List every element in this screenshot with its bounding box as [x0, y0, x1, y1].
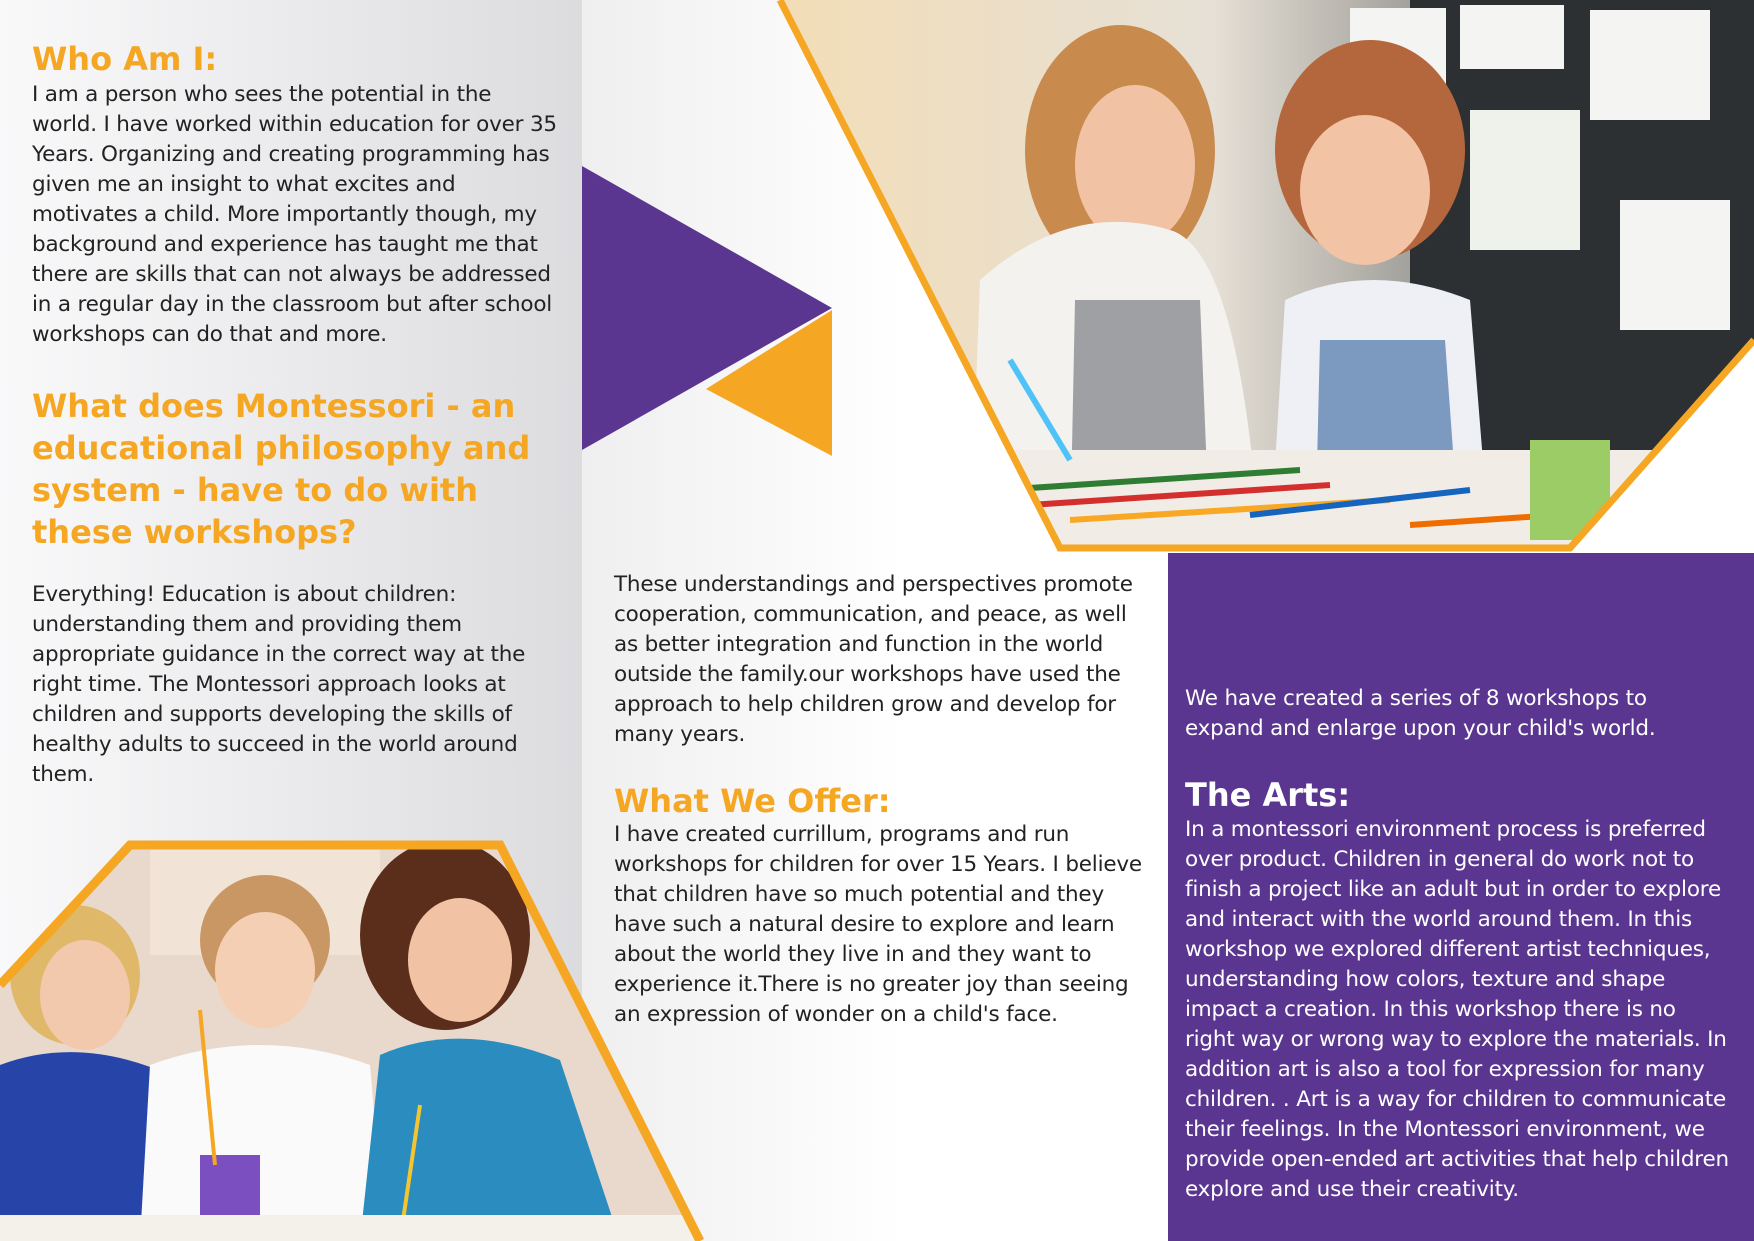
understandings-body: These understandings and perspectives promote cooperation, communication, and peace, as well as better integration and function in the world outside the family.our workshops have used the approach to help children grow and develop for many years.	[614, 572, 1133, 747]
photo-teacher-and-children-painting	[0, 835, 700, 1241]
montessori-body: Everything! Education is about children: understanding them and providing them appropriate guidance in the correct way at the right time. The Montessori approach looks at children and supports developing the skills of healthy adults to succeed in the world around them.	[32, 582, 526, 787]
the-arts-body: In a montessori environment process is preferred over product. Children in general do work not to finish a project like an adult but in order to explore and interact with the world around them. In this workshop we explored different artist techniques, understanding how colors, texture and shape impact a creation. In this workshop there is no right way or wrong way to explore the materials. In addition art is also a tool for expression for many children. . Art is a way for children to communicate their feelings. In the Montessori environment, we provide open-ended art activities that help children explore and use their creativity.	[1185, 817, 1729, 1202]
what-we-offer-heading: What We Offer:	[614, 782, 891, 820]
what-we-offer-body: I have created currillum, programs and run workshops for children for over 15 Years. I believe that children have so much potential and they have such a natural desire to explore and learn about the world they live in and they want to experience it.There is no greater joy than seeing an expression of wonder on a child's face.	[614, 822, 1142, 1027]
the-arts-heading: The Arts:	[1185, 776, 1351, 814]
who-am-i-heading: Who Am I:	[32, 40, 218, 78]
photo-woman-and-girl-drawing	[770, 0, 1754, 560]
montessori-heading: What does Montessori - an educational philosophy and system - have to do with these workshops?	[32, 387, 531, 551]
who-am-i-body: I am a person who sees the potential in the world. I have worked within education for over 35 Years. Organizing and creating programming has given me an insight to what excites and motivates a child. More importantly though, my background and experience has taught me that there are skills that can not always be addressed in a regular day in the classroom but after school workshops can do that and more.	[32, 82, 557, 347]
series-body: We have created a series of 8 workshops to expand and enlarge upon your child's world.	[1185, 686, 1656, 741]
